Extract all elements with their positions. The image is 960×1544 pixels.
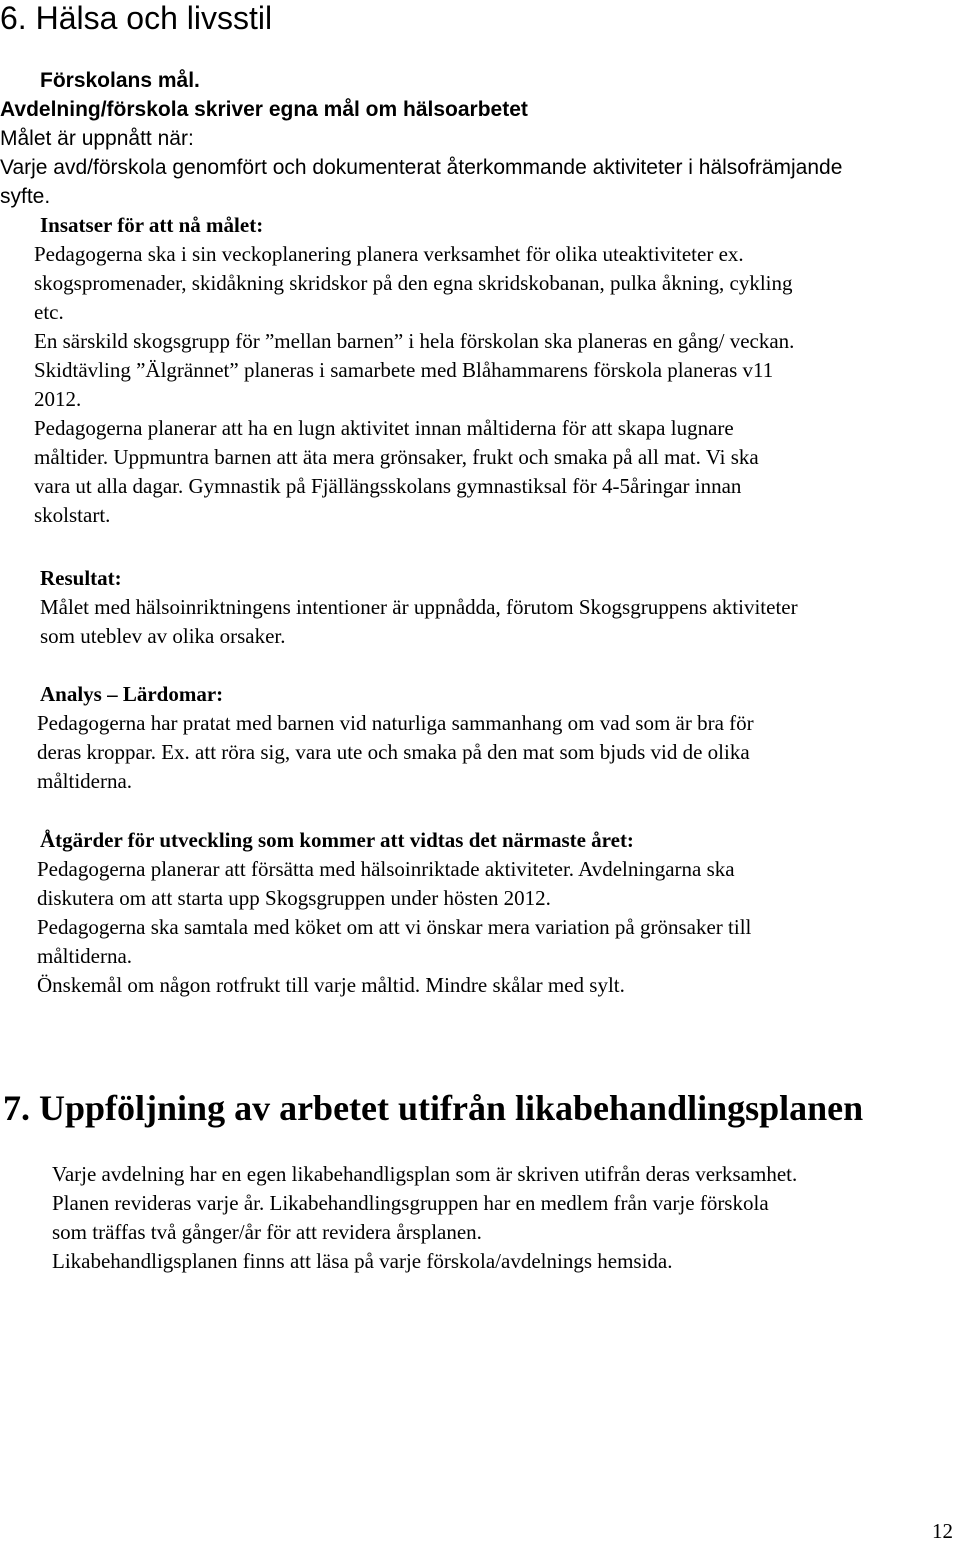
section-7-line: Varje avdelning har en egen likabehandligsplan som är skriven utifrån deras verksamhet.: [52, 1162, 798, 1186]
actions-line: Önskemål om någon rotfrukt till varje måltid. Mindre skålar med sylt.: [37, 973, 625, 997]
efforts-line: Skidtävling ”Älgrännet” planeras i samarbete med Blåhammarens förskola planeras v11: [34, 358, 774, 382]
efforts-label: Insatser för att nå målet:: [40, 213, 264, 237]
analysis-label: Analys – Lärdomar:: [40, 682, 224, 706]
actions-label: Åtgärder för utveckling som kommer att vidtas det närmaste året:: [40, 828, 634, 852]
actions-line: diskutera om att starta upp Skogsgruppen under hösten 2012.: [37, 886, 551, 910]
analysis-line: Pedagogerna har pratat med barnen vid naturliga sammanhang om vad som är bra för: [37, 711, 754, 735]
actions-line: Pedagogerna planerar att försätta med hälsoinriktade aktiviteter. Avdelningarna ska: [37, 857, 735, 881]
efforts-line: etc.: [34, 300, 64, 324]
goal-reached-line: syfte.: [0, 185, 51, 208]
section-7-line: som träffas två gånger/år för att revidera årsplanen.: [52, 1220, 482, 1244]
efforts-line: måltider. Uppmuntra barnen att äta mera grönsaker, frukt och smaka på all mat. Vi ska: [34, 445, 759, 469]
section-7-line: Likabehandligsplanen finns att läsa på varje förskola/avdelnings hemsida.: [52, 1249, 673, 1273]
section-6-heading: 6. Hälsa och livsstil: [0, 0, 273, 36]
result-label: Resultat:: [40, 566, 122, 590]
goal-label: Förskolans mål.: [40, 69, 200, 92]
section-7-heading: 7. Uppföljning av arbetet utifrån likabehandlingsplanen: [3, 1088, 864, 1128]
goal-reached-label: Målet är uppnått när:: [0, 127, 194, 150]
goal-reached-line: Varje avd/förskola genomfört och dokumenterat återkommande aktiviteter i hälsofrämjande: [0, 156, 843, 179]
result-line: som uteblev av olika orsaker.: [40, 624, 286, 648]
efforts-line: vara ut alla dagar. Gymnastik på Fjällängsskolans gymnastiksal för 4-5åringar innan: [34, 474, 742, 498]
efforts-line: 2012.: [34, 387, 82, 411]
actions-line: Pedagogerna ska samtala med köket om att vi önskar mera variation på grönsaker till: [37, 915, 752, 939]
section-7-line: Planen revideras varje år. Likabehandlingsgruppen har en medlem från varje förskola: [52, 1191, 769, 1215]
efforts-line: Pedagogerna planerar att ha en lugn aktivitet innan måltiderna för att skapa lugnare: [34, 416, 734, 440]
actions-line: måltiderna.: [37, 944, 133, 968]
analysis-line: deras kroppar. Ex. att röra sig, vara ute och smaka på den mat som bjuds vid de olika: [37, 740, 750, 764]
efforts-line: skolstart.: [34, 503, 111, 527]
efforts-line: Pedagogerna ska i sin veckoplanering planera verksamhet för olika uteaktiviteter ex.: [34, 242, 744, 266]
analysis-line: måltiderna.: [37, 769, 133, 793]
goal-own: Avdelning/förskola skriver egna mål om hälsoarbetet: [0, 98, 528, 121]
efforts-line: skogspromenader, skidåkning skridskor på den egna skridskobanan, pulka åkning, cykling: [34, 271, 793, 295]
efforts-line: En särskild skogsgrupp för ”mellan barnen” i hela förskolan ska planeras en gång/ veckan.: [34, 329, 795, 353]
page-number: 12: [932, 1519, 953, 1543]
result-line: Målet med hälsoinriktningens intentioner är uppnådda, förutom Skogsgruppens aktiviteter: [40, 595, 798, 619]
